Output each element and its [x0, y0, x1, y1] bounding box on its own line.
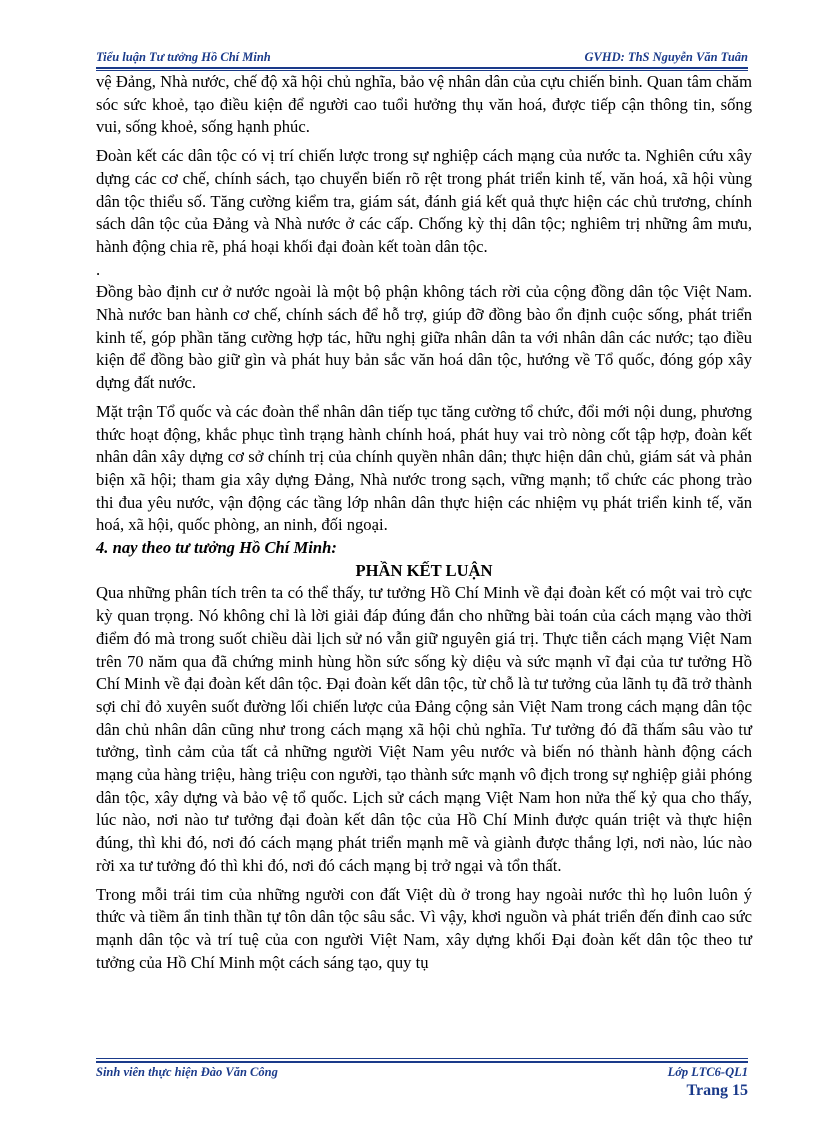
- header-instructor: GVHD: ThS Nguyễn Văn Tuân: [584, 50, 748, 64]
- page-footer: [96, 1065, 748, 1080]
- footer-divider-thin: [96, 1058, 748, 1059]
- paragraph-overseas: Đồng bào định cư ở nước ngoài là một bộ phận không tách rời của cộng đồng dân tộc Việt Nam. Nhà nước ban hành cơ chế, chính sách để hỗ trợ, giúp đỡ đồng bào ổn định cuộc sống, phát triển kinh tế, góp phần tăng cường hợp tác, hữu nghị giữa nhân dân ta với nhân dân các nước; tạo điều kiện để đồng bào giữ gìn và phát huy bản sắc văn hoá dân tộc, hướng về Tổ quốc, đóng góp xây dựng đất nước.: [96, 282, 752, 393]
- paragraph-closing: Trong mỗi trái tim của những người con đất Việt dù ở trong hay ngoài nước thì họ luôn luôn ý thức và tiềm ẩn tinh thần tự tôn dân tộc sâu sắc. Vì vậy, khơi nguồn và phát triển đến đỉnh cao sức mạnh dân tộc và trí tuệ của con người Việt Nam, xây dựng khối Đại đoàn kết dân tộc theo tư tưởng của Hồ Chí Minh một cách sáng tạo, quy tụ: [96, 884, 752, 972]
- paragraph-veterans: vệ Đảng, Nhà nước, chế độ xã hội chủ nghĩa, bảo vệ nhân dân của cựu chiến binh. Quan tâm chăm sóc sức khoẻ, tạo điều kiện để người cao tuổi hưởng thụ văn hoá, được tiếp cận thông tin, sống vui, sống khoẻ, sống hạnh phúc.: [96, 72, 752, 137]
- paragraph-ethnic-unity: Đoàn kết các dân tộc có vị trí chiến lược trong sự nghiệp cách mạng của nước ta. Nghiên cứu xây dựng các cơ chế, chính sách, tạo chuyển biến rõ rệt trong phát triển kinh tế, văn hoá, xã hội vùng dân tộc thiểu số. Tăng cường kiểm tra, giám sát, đánh giá kết quả thực hiện các chủ trương, chính sách dân tộc của Đảng và Nhà nước ở các cấp. Chống kỳ thị dân tộc; nghiêm trị những âm mưu, hành động chia rẽ, phá hoại khối đại đoàn kết toàn dân tộc.: [96, 146, 752, 256]
- paragraph-conclusion: Qua những phân tích trên ta có thể thấy, tư tưởng Hồ Chí Minh về đại đoàn kết có một vai trò cực kỳ quan trọng. Nó không chỉ là lời giải đáp đúng đắn cho những bài toán của cách mạng vào thời điểm đó mà trong suốt chiều dài lịch sử nó vẫn giữ nguyên giá trị. Thực tiễn cách mạng Việt Nam trên 70 năm qua đã chứng minh hùng hồn sức sống kỳ diệu và sức mạnh vĩ đại của tư tưởng Hồ Chí Minh về đại đoàn kết dân tộc. Đại đoàn kết dân tộc, từ chỗ là tư tưởng của lãnh tụ đã trở thành sợi chỉ đỏ xuyên suốt đường lối chiến lược của Đảng cộng sản Việt Nam trong cách mạng dân tộc dân chủ nhân dân cũng như trong cách mạng xã hội chủ nghĩa. Tư tưởng đó đã thấm sâu vào tư tưởng, tình cảm của tất cả những người Việt Nam yêu nước và biến nó thành hành động cách mạng của hàng triệu, hàng triệu con người, tạo thành sức mạnh vô địch trong sự nghiệp giải phóng dân tộc, xây dựng và bảo vệ tổ quốc. Lịch sử cách mạng Việt Nam hon nửa thế kỷ qua cho thấy, lúc nào, nơi nào tư tưởng đại đoàn kết dân tộc của Hồ Chí Minh được quán triệt và thực hiện đúng, thì khi đó, nơi đó cách mạng phát triển mạnh mẽ và giành được thắng lợi, nơi nào, lúc nào rời xa tư tưởng đó thì khi đó, nơi đó cách mạng bị trở ngại và tổn thất.: [96, 583, 752, 875]
- page-number: Trang 15: [686, 1082, 748, 1099]
- footer-class: Lớp LTC6-QL1: [667, 1065, 748, 1079]
- conclusion-title: PHẦN KẾT LUẬN: [355, 560, 493, 580]
- stray-dot: .: [96, 259, 101, 279]
- page-header: [96, 50, 748, 68]
- section-heading: 4. nay theo tư tưởng Hồ Chí Minh:: [96, 538, 337, 558]
- footer-divider: [96, 1061, 748, 1063]
- document-body: [96, 71, 752, 974]
- paragraph-fatherland-front: Mặt trận Tổ quốc và các đoàn thể nhân dân tiếp tục tăng cường tổ chức, đổi mới nội dung, phương thức hoạt động, khắc phục tình trạng hành chính hoá, phát huy vai trò nòng cốt tập hợp, đoàn kết nhân dân xây dựng cơ sở chính trị của chính quyền nhân dân; thực hiện dân chủ, giám sát và phản biện xã hội; tham gia xây dựng Đảng, Nhà nước trong sạch, vững mạnh; tổ chức các phong trào thi đua yêu nước, vận động các tầng lớp nhân dân thực hiện các nhiệm vụ phát triển kinh tế, văn hoá, xã hội, quốc phòng, an ninh, đối ngoại.: [96, 401, 752, 535]
- footer-student: Sinh viên thực hiện Đào Văn Công: [96, 1065, 278, 1079]
- header-course-title: Tiểu luận Tư tưởng Hồ Chí Minh: [96, 50, 271, 64]
- header-divider: [96, 67, 748, 69]
